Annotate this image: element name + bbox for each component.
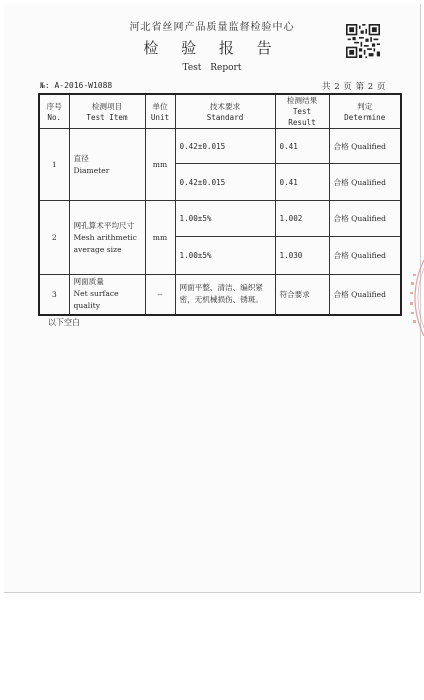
header-determine: 判定 Determine [329,94,401,129]
determine: 合格 Qualified [329,129,401,164]
standard: 1.00±5% [175,201,275,237]
test-result: 0.41 [275,164,329,201]
unit: mm [145,129,175,201]
test-item: 网面质量 Net surface quality [69,275,145,315]
report-number: №: A-2016-W1088 [40,81,113,90]
row-number: 2 [39,201,69,275]
test-result: 1.002 [275,201,329,237]
table-header-row [39,94,401,129]
header-no: 序号 No. [39,94,69,129]
red-seal-icon [404,258,424,338]
test-item: 直径 Diameter [69,129,145,201]
qr-code-icon [346,24,380,58]
issuing-organization: 河北省丝网产品质量监督检验中心 [129,22,295,33]
test-result: 符合要求 [275,275,329,315]
blank-below-note: 以下空白 [48,318,80,327]
table-row [39,275,401,315]
determine: 合格 Qualified [329,164,401,201]
test-item: 网孔算术平均尺寸 Mesh arithmetic average size [69,201,145,275]
test-result: 0.41 [275,129,329,164]
report-subtitle: Test Report [182,63,242,73]
standard: 网面平整、清洁、编织紧 密，无机械损伤、锈斑。 [175,275,275,315]
header-unit: 单位 Unit [145,94,175,129]
determine: 合格 Qualified [329,275,401,315]
row-number: 1 [39,129,69,201]
table-row [39,201,401,237]
header-standard: 技术要求 Standard [175,94,275,129]
determine: 合格 Qualified [329,201,401,237]
header-test-result: 检测结果 Test Result [275,94,329,129]
standard: 0.42±0.015 [175,164,275,201]
page-indicator: 共 2 页 第 2 页 [322,82,386,92]
test-results-table [38,93,402,316]
standard: 0.42±0.015 [175,129,275,164]
determine: 合格 Qualified [329,237,401,275]
row-number: 3 [39,275,69,315]
unit: -- [145,275,175,315]
standard: 1.00±5% [175,237,275,275]
unit: mm [145,201,175,275]
report-title: 检 验 报 告 [143,39,281,57]
report-page [4,4,421,593]
table-row [39,129,401,164]
header-test-item: 检测项目 Test Item [69,94,145,129]
test-result: 1.030 [275,237,329,275]
